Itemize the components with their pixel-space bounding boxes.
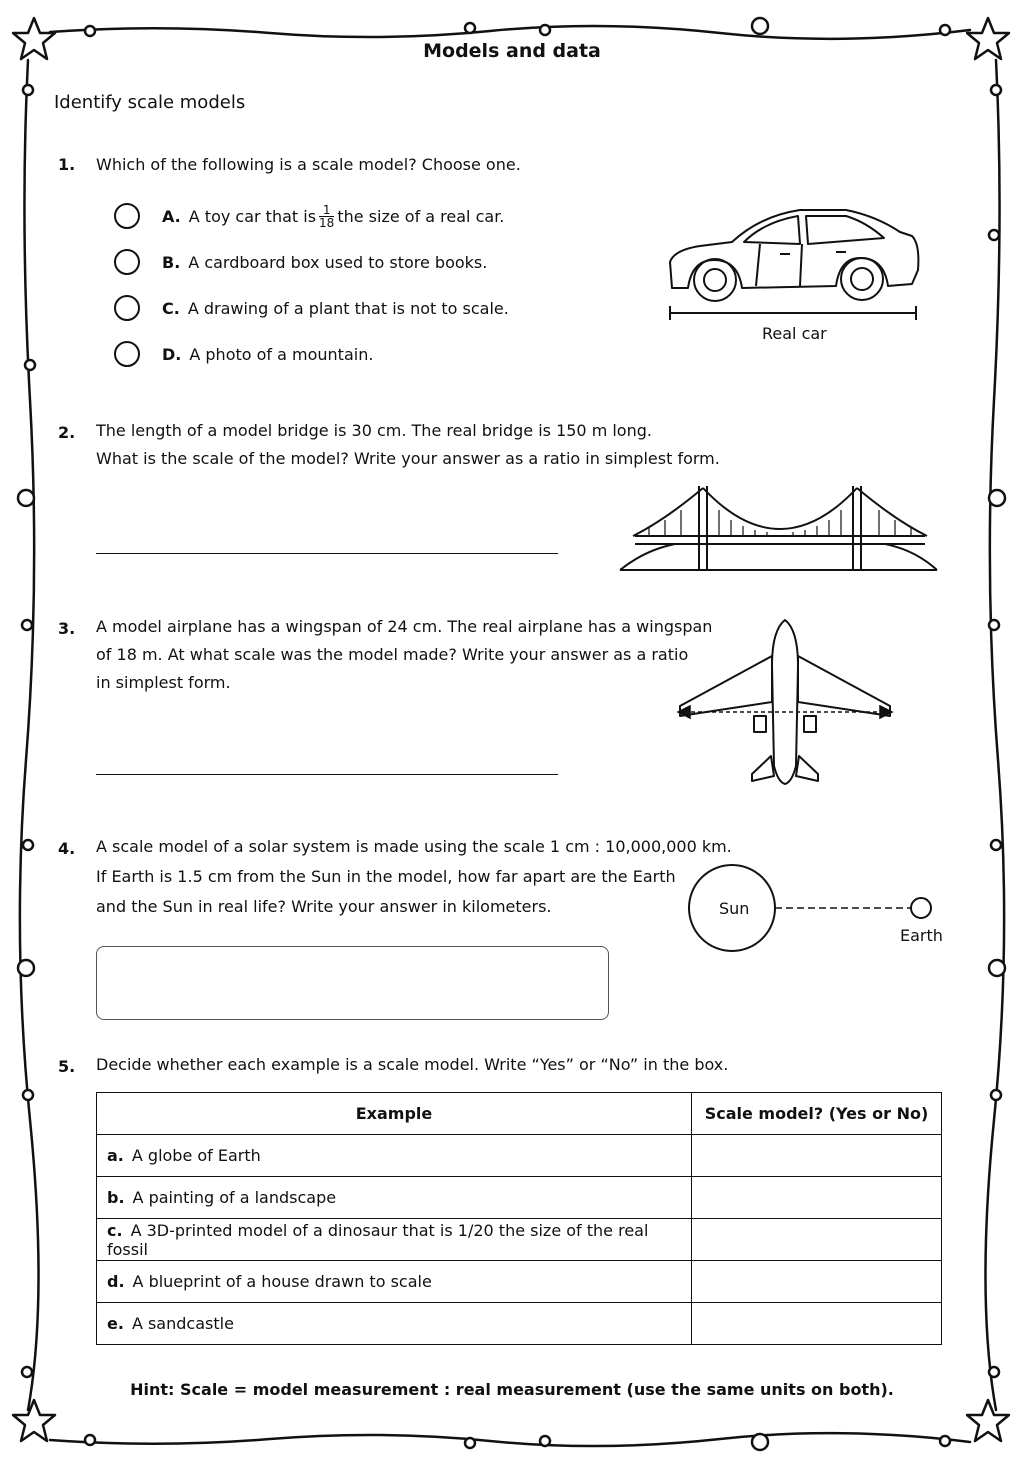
row-text: A 3D-printed model of a dinosaur that is 1/20 the size of the real fossil [107, 1220, 649, 1259]
question-text: Which of the following is a scale model? Choose one. [96, 155, 521, 174]
question-text-line: and the Sun in real life? Write your answer in kilometers. [96, 897, 552, 916]
option-text: A photo of a mountain. [189, 345, 374, 364]
car-illustration [660, 200, 930, 330]
question-text-line: The length of a model bridge is 30 cm. The real bridge is 150 m long. [96, 421, 652, 440]
answer-line[interactable] [96, 553, 558, 554]
table-row [97, 1303, 942, 1345]
answer-box[interactable] [96, 946, 609, 1020]
answer-cell[interactable] [692, 1177, 942, 1219]
row-letter: e. [107, 1314, 124, 1333]
row-letter: b. [107, 1188, 125, 1207]
question-text-line: A model airplane has a wingspan of 24 cm. The real airplane has a wingspan [96, 617, 713, 636]
answer-cell[interactable] [692, 1219, 942, 1261]
option-text: the size of a real car. [337, 206, 505, 226]
table-row [97, 1135, 942, 1177]
page-title: Models and data [423, 40, 601, 62]
option-letter: B. [162, 253, 181, 272]
radio-option-a[interactable] [114, 203, 140, 229]
question-number: 5. [58, 1057, 76, 1076]
star-icon [967, 1400, 1009, 1441]
option-c [162, 299, 509, 318]
question-text-line: in simplest form. [96, 673, 231, 692]
option-text: A drawing of a plant that is not to scale. [187, 299, 509, 318]
option-b [162, 253, 487, 272]
row-text: A painting of a landscape [132, 1188, 337, 1207]
radio-option-d[interactable] [114, 341, 140, 367]
table-row [97, 1261, 942, 1303]
sun-label: Sun [719, 899, 750, 918]
question-text: Decide whether each example is a scale model. Write “Yes” or “No” in the box. [96, 1055, 729, 1074]
section-heading: Identify scale models [54, 92, 246, 113]
bridge-illustration [615, 480, 945, 575]
option-letter: D. [162, 345, 182, 364]
question-text-line: A scale model of a solar system is made using the scale 1 cm : 10,000,000 km. [96, 837, 732, 856]
question-number: 2. [58, 423, 76, 442]
column-header-scale-model: Scale model? (Yes or No) [692, 1093, 942, 1135]
question-text-line: of 18 m. At what scale was the model made? Write your answer as a ratio [96, 645, 689, 664]
airplane-illustration [676, 616, 896, 786]
fraction-denominator: 18 [319, 215, 335, 230]
option-d [162, 345, 373, 364]
question-text-line: What is the scale of the model? Write your answer as a ratio in simplest form. [96, 449, 720, 468]
radio-option-c[interactable] [114, 295, 140, 321]
question-number: 3. [58, 619, 76, 638]
row-letter: a. [107, 1146, 124, 1165]
example-cell [97, 1261, 692, 1303]
row-text: A sandcastle [131, 1314, 234, 1333]
example-cell [97, 1177, 692, 1219]
answer-cell[interactable] [692, 1303, 942, 1345]
question-number: 4. [58, 839, 76, 858]
question-text-line: If Earth is 1.5 cm from the Sun in the model, how far apart are the Earth [96, 867, 676, 886]
example-cell [97, 1219, 692, 1261]
option-letter: A. [162, 206, 181, 226]
option-text: A toy car that is [188, 206, 317, 226]
fraction-numerator: 1 [319, 204, 334, 217]
answer-cell[interactable] [692, 1135, 942, 1177]
car-caption: Real car [762, 324, 827, 343]
row-text: A globe of Earth [131, 1146, 261, 1165]
column-header-example: Example [97, 1093, 692, 1135]
earth-label: Earth [900, 926, 943, 945]
answer-line[interactable] [96, 774, 558, 775]
hint-text: Hint: Scale = model measurement : real measurement (use the same units on both). [130, 1380, 894, 1399]
row-letter: d. [107, 1272, 125, 1291]
example-cell [97, 1135, 692, 1177]
option-text: A cardboard box used to store books. [188, 253, 488, 272]
row-text: A blueprint of a house drawn to scale [132, 1272, 432, 1291]
question-number: 1. [58, 155, 76, 174]
radio-option-b[interactable] [114, 249, 140, 275]
table-row [97, 1219, 942, 1261]
table-row [97, 1177, 942, 1219]
option-letter: C. [162, 299, 180, 318]
star-icon [13, 1400, 55, 1441]
example-cell [97, 1303, 692, 1345]
examples-table [96, 1092, 942, 1345]
fraction [319, 204, 334, 229]
row-letter: c. [107, 1220, 123, 1240]
answer-cell[interactable] [692, 1261, 942, 1303]
option-a [162, 200, 504, 232]
table-header-row [97, 1093, 942, 1135]
